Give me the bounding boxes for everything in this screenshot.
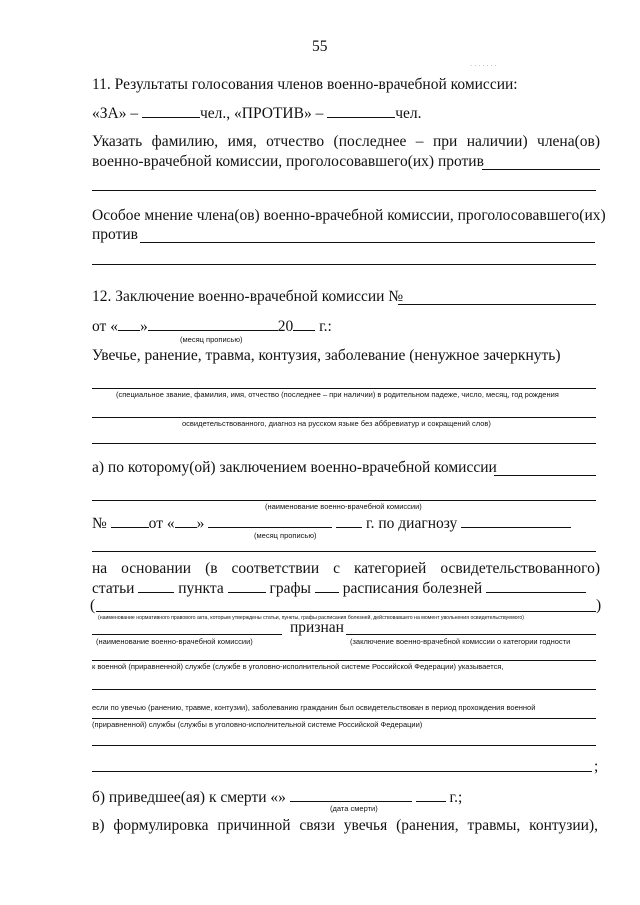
article-field[interactable] (138, 579, 174, 593)
diag-field[interactable] (461, 514, 571, 528)
injury-heading: Увечье, ранение, травма, контузия, заболевание (ненужное зачеркнуть) (92, 347, 561, 364)
caption-service-2: (приравненной) службы (службы в уголовно-исполнительной системе Российской Федерации) (92, 720, 423, 729)
conclusion-number-field[interactable] (398, 304, 596, 305)
za-unit: чел., «ПРОТИВ» – (199, 105, 324, 122)
point-label: пункта (178, 580, 224, 597)
against-name-field-2[interactable] (92, 190, 596, 191)
b-label: б) приведшее(ая) к смерти « (92, 789, 279, 806)
month-caption: (месяц прописью) (180, 335, 243, 344)
death-month-field[interactable] (290, 788, 412, 802)
s11-specify-line2: военно-врачебной комиссии, проголосовавшего(их) против (92, 153, 484, 170)
s12-title: 12. Заключение военно-врачебной комиссии № (92, 288, 404, 305)
ot-close-quote: » (196, 515, 205, 532)
s11-opinion-line2: против (92, 226, 138, 243)
ot-day-field[interactable] (175, 514, 197, 528)
number-date-line (92, 514, 571, 533)
date-month-field[interactable] (148, 317, 278, 331)
diagnosis-field[interactable] (92, 417, 596, 418)
caption-rank: (специальное звание, фамилия, имя, отчество (последнее – при наличии) в родительном падеже, число, месяц, год рождения (116, 390, 559, 399)
caption-vvk-name: (наименование военно-врачебной комиссии) (265, 502, 422, 511)
year-field[interactable] (293, 317, 315, 331)
s11-vote-line (92, 104, 422, 123)
death-year-field[interactable] (416, 788, 446, 802)
vvk-name-field-2[interactable] (92, 634, 282, 635)
category-field[interactable] (92, 660, 596, 661)
caption-if: если по увечью (ранению, травме, контузии), заболеванию гражданин был освидетельствован в период прохождения военной (92, 703, 536, 712)
basis-line: на основании (в соответствии с категорией освидетельствованного) (92, 560, 600, 577)
b-close-quote: » (278, 789, 286, 806)
ot-month-field[interactable] (208, 514, 332, 528)
date-from-label: от « (92, 318, 118, 335)
article-line (92, 579, 586, 598)
number-label: № (92, 515, 107, 532)
b-year-label: г.; (449, 789, 463, 806)
point-field[interactable] (228, 579, 266, 593)
protiv-count-field[interactable] (327, 104, 395, 118)
diag-field-2[interactable] (92, 551, 596, 552)
s12-date-line (92, 317, 332, 336)
service-field[interactable] (92, 689, 596, 690)
schedule-label: расписания болезней (342, 580, 483, 597)
recognized-field[interactable] (346, 634, 596, 635)
caption-category: (заключение военно-врачебной комиссии о категории годности (350, 637, 571, 646)
schedule-field[interactable] (486, 579, 586, 593)
opinion-field[interactable] (140, 242, 595, 243)
page-number: 55 (312, 38, 328, 55)
a-field[interactable] (494, 475, 596, 476)
extra-field-2[interactable] (92, 771, 592, 772)
article-label: статьи (92, 580, 135, 597)
za-label: «ЗА» – (92, 105, 139, 122)
legal-act-field[interactable] (96, 611, 596, 612)
semicolon: ; (594, 758, 599, 775)
diagnosis-field-2[interactable] (92, 443, 596, 444)
vvk-name-field[interactable] (92, 500, 596, 501)
protiv-unit: чел. (395, 105, 422, 122)
s11-title: 11. Результаты голосования членов военно-врачебной комиссии: (92, 76, 518, 93)
ot-label: от « (148, 515, 175, 532)
extra-field[interactable] (92, 745, 596, 746)
ot-year-field[interactable] (336, 514, 362, 528)
paren-open: ( (90, 597, 96, 614)
column-label: графы (269, 580, 311, 597)
recognized-label: признан (290, 619, 344, 636)
number-field[interactable] (111, 514, 149, 528)
paren-close: ) (596, 597, 602, 614)
caption-diagnosis: освидетельствованного, диагноз на русском языке без аббревиатур и сокращений слов) (182, 419, 491, 428)
s11-opinion-line1: Особое мнение члена(ов) военно-врачебной комиссии, проголосовавшего(их) (92, 207, 606, 224)
za-count-field[interactable] (142, 104, 200, 118)
b-line (92, 788, 462, 807)
against-name-field[interactable] (482, 169, 600, 170)
opinion-field-2[interactable] (92, 264, 596, 265)
s11-specify-line1: Указать фамилию, имя, отчество (последнее – при наличии) члена(ов) (92, 133, 600, 150)
column-field[interactable] (315, 579, 339, 593)
month-caption-2: (месяц прописью) (254, 531, 317, 540)
if-field[interactable] (92, 718, 596, 719)
header-mark: · · · · · · · (470, 62, 497, 70)
caption-service: к военной (приравненной) службе (службе в уголовно-исполнительной системе Российской Федерации) указывается, (92, 662, 504, 671)
date-close-quote: » (139, 318, 148, 335)
g-diag-label: г. по диагнозу (366, 515, 458, 532)
caption-vvk-name-2: (наименование военно-врачебной комиссии) (96, 637, 253, 646)
year-suffix: г.: (319, 318, 332, 335)
v-line: в) формулировка причинной связи увечья (ранения, травмы, контузии), (92, 817, 598, 834)
caption-death: (дата смерти) (330, 804, 378, 813)
year-label: 20 (277, 318, 294, 335)
caption-legal: (наименование нормативного правового акта, которым утверждены статьи, пункты, графы расписания болезней, действовавшего на момент увольнения освидетельствуемого) (98, 615, 524, 621)
a-line: а) по которому(ой) заключением военно-врачебной комиссии (92, 459, 497, 476)
rank-name-field[interactable] (92, 388, 596, 389)
date-day-field[interactable] (118, 317, 140, 331)
